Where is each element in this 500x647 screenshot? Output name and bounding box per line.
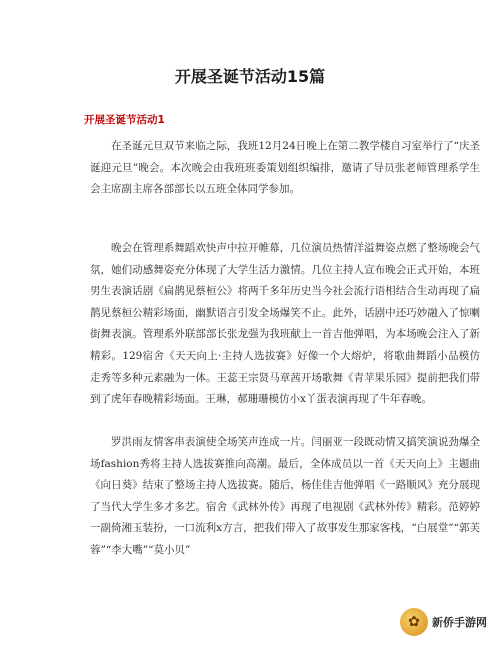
watermark-logo <box>400 604 496 640</box>
paragraph-2: 晚会在管理系舞蹈欢快声中拉开帷幕，几位演员热情洋溢舞姿点燃了整场晚会气氛，她们动感舞姿充分体现了大学生活力激情。几位主持人宣布晚会正式开始，本班男生表演话剧《扁鹊见蔡桓公》将两千多年历史当今社会流行语相结合生动再现了扁鹊见蔡桓公精彩场面，幽默语言引发全场爆笑不止。此外，话剧中还巧妙融入了惊喇街舞表演。管理系外联部部长张龙强为我班献上一首吉他弹唱，为本场晚会注入了新精彩。129宿舍《天天向上·主持人选拔赛》好像一个大熔炉，将歌曲舞蹈小品模仿走秀等多种元素融为一体。王蕊王宗贤马章茜开场歌舞《青苹果乐园》提前把我们带到了虎年春晚精彩场面。王琳，郝珊珊模仿小x丫蛋表演再现了牛年春晚。 <box>90 242 480 406</box>
document-title: 开展圣诞节活动15篇 <box>174 67 326 86</box>
site-logo-text: 新侨手游网 <box>432 616 487 629</box>
paragraph-1: 在圣诞元旦双节来临之际，我班12月24日晚上在第二教学楼自习室举行了“庆圣诞迎元旦”晚会。本次晚会由我班班委策划组织编排，邀请了导员张老师管理系学生会主席副主席各部部长以五班全体同学参加。 <box>90 140 480 196</box>
section-title: 开展圣诞节活动1 <box>84 114 165 126</box>
site-logo-icon: ✿ <box>400 608 428 636</box>
paragraph-3: 罗洪雨友情客串表演使全场笑声连成一片。闫丽亚一段既动情又搞笑演说劲爆全场fashion秀将主持人选拔赛推向高潮。最后，全体成员以一首《天天向上》主题曲《向日葵》结束了整场主持人选拔赛。随后，杨佳佳吉他弹唱《一路顺风》充分展现了当代大学生多才多艺。宿舍《武林外传》再现了电视剧《武林外传》精彩。范婷婷一副倚湘玉装扮，一口流利x方言，把我们带入了故事发生那家客栈，“白展堂”“郭芙蓉”“李大嘴”“莫小贝” <box>90 436 480 556</box>
